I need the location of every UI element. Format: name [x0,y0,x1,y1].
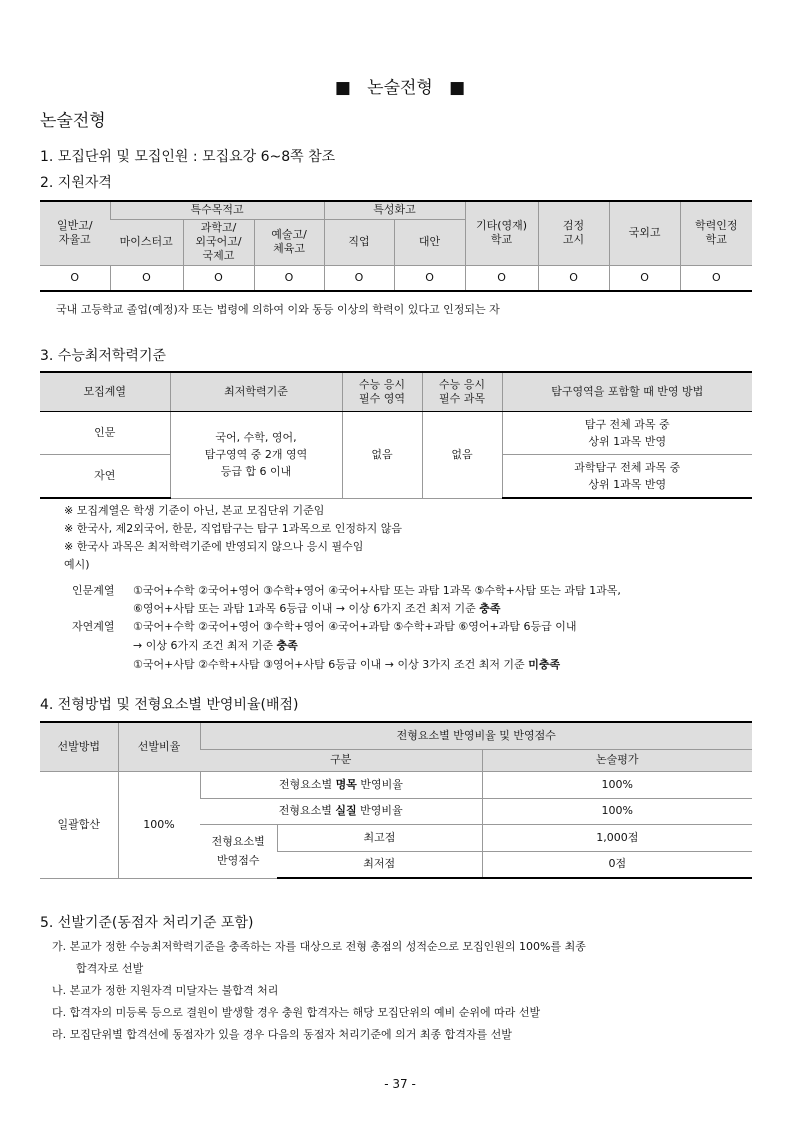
sec2-heading: 2. 지원자격 [40,175,112,191]
label-text: 전형요소별 [278,804,336,817]
example-text: ⑥영어+사탐 또는 과탐 1과목 6등급 이내 → 이상 6가지 조건 최저 기준 [133,602,480,615]
max-score-label: 최고점 [277,824,482,851]
example-label: 예시) [64,558,90,571]
document-title-text: 논술전형 [367,78,433,98]
col-selection-method: 선발방법 [40,722,118,771]
eligibility-cell: O [254,265,324,291]
col-essay-evaluation: 논술평가 [482,749,752,771]
col-meister: 마이스터고 [110,219,183,265]
example-text: ①국어+사탐 ②수학+사탐 ③영어+사탐 6등급 이내 → 이상 3가지 조건 최저 기준 [133,658,529,671]
eligibility-cell: O [680,265,752,291]
group-special-purpose: 특수목적고 [110,201,324,219]
max-score-value: 1,000점 [482,824,752,851]
col-ged: 검정 고시 [538,201,609,265]
sec1-heading: 1. 모집단위 및 모집인원 : 모집요강 6~8쪽 참조 [40,149,336,165]
csat-note: ※ 한국사, 제2외국어, 한문, 직업탐구는 탐구 1과목으로 인정하지 않음 [64,522,402,535]
eligibility-cell: O [394,265,465,291]
section-heading: 논술전형 [40,111,106,131]
eligibility-cell: O [183,265,254,291]
example-humanities-label: 인문계열 [72,584,115,597]
example-result: 미충족 [528,658,561,671]
col-other-school: 기타(영재) 학교 [465,201,538,265]
eligibility-table [40,200,752,292]
col-selection-ratio: 선발비율 [118,722,200,771]
example-humanities-line2 [133,600,501,618]
selection-item: 가. 본교가 정한 수능최저학력기준을 충족하는 자를 대상으로 전형 총점의 성적순으로 모집인원의 100%를 최종 [52,940,586,953]
col-standard: 최저학력기준 [170,372,342,411]
eligibility-cell: O [538,265,609,291]
method-humanities: 탐구 전체 과목 중 상위 1과목 반영 [502,411,752,454]
actual-ratio-label [200,798,482,824]
eligibility-cell: O [609,265,680,291]
minimum-standard: 국어, 수학, 영어, 탐구영역 중 2개 영역 등급 합 6 이내 [170,411,342,498]
selection-method-value: 일괄합산 [40,771,118,878]
selection-item: 라. 모집단위별 합격선에 동점자가 있을 경우 다음의 동점자 처리기준에 의거 최종 합격자를 선발 [52,1028,512,1041]
selection-ratio-value: 100% [118,771,200,878]
col-science-foreign-intl: 과학고/ 외국어고/ 국제고 [183,219,254,265]
col-required-area: 수능 응시 필수 영역 [342,372,422,411]
min-score-value: 0점 [482,851,752,878]
document-title [0,73,800,98]
min-score-label: 최저점 [277,851,482,878]
example-natural-line1: ①국어+수학 ②국어+영어 ③수학+영어 ④국어+과탐 ⑤수학+과탐 ⑥영어+과탐 6등급 이내 [133,620,577,633]
col-element-ratio-group: 전형요소별 반영비율 및 반영점수 [200,722,752,749]
group-specialized: 특성화고 [324,201,465,219]
csat-note: ※ 모집계열은 학생 기준이 아닌, 본교 모집단위 기준임 [64,504,325,517]
label-text: 전형요소별 [279,777,336,791]
col-required-subject: 수능 응시 필수 과목 [422,372,502,411]
example-result: 충족 [479,602,501,615]
page-number: - 37 - [384,1077,416,1091]
example-natural-line3 [133,656,560,674]
nominal-ratio-value: 100% [482,771,752,798]
label-text: 반영비율 [356,777,403,791]
example-natural-line2 [133,637,298,655]
example-text: → 이상 6가지 조건 최저 기준 [133,639,277,652]
eligibility-cell: O [110,265,183,291]
col-alternative: 대안 [394,219,465,265]
col-category: 구분 [200,749,482,771]
col-inquiry-method: 탐구영역을 포함할 때 반영 방법 [502,372,752,411]
label-text: 반영비율 [356,804,403,817]
required-subject-value: 없음 [422,411,502,498]
col-foreign-school: 국외고 [609,201,680,265]
eligibility-note: 국내 고등학교 졸업(예정)자 또는 법령에 의하여 이와 동등 이상의 학력이 있다고 인정되는 자 [56,303,500,316]
example-natural-label: 자연계열 [72,620,115,633]
square-marker-right: ■ [449,78,466,98]
col-arts-sports: 예술고/ 체육고 [254,219,324,265]
actual-ratio-value: 100% [482,798,752,824]
square-marker-left: ■ [334,78,351,98]
col-field: 모집계열 [40,372,170,411]
sec3-heading: 3. 수능최저학력기준 [40,348,166,364]
method-natural: 과학탐구 전체 과목 중 상위 1과목 반영 [502,454,752,498]
required-area-value: 없음 [342,411,422,498]
col-accredited-school: 학력인정 학교 [680,201,752,265]
selection-item: 다. 합격자의 미등록 등으로 결원이 발생할 경우 충원 합격자는 해당 모집단위의 예비 순위에 따라 선발 [52,1006,541,1019]
selection-item: 나. 본교가 정한 지원자격 미달자는 불합격 처리 [52,984,279,997]
score-label: 전형요소별 반영점수 [200,824,277,878]
sec5-heading: 5. 선발기준(동점자 처리기준 포함) [40,915,254,931]
eligibility-cell: O [465,265,538,291]
csat-note: ※ 한국사 과목은 최저학력기준에 반영되지 않으나 응시 필수임 [64,540,364,553]
csat-minimum-table [40,371,752,499]
selection-item-continued: 합격자로 선발 [76,962,144,975]
label-emphasis: 실질 [335,804,357,817]
eligibility-cell: O [40,265,110,291]
example-humanities-line1: ①국어+수학 ②국어+영어 ③수학+영어 ④국어+사탐 또는 과탐 1과목 ⑤수학+사탐 또는 과탐 1과목, [133,584,621,597]
sec4-heading: 4. 전형방법 및 전형요소별 반영비율(배점) [40,697,299,713]
nominal-ratio-label [200,771,482,798]
field-natural: 자연 [40,454,170,498]
col-general-school: 일반고/ 자율고 [40,201,110,265]
label-emphasis: 명목 [335,777,357,791]
field-humanities: 인문 [40,411,170,454]
example-result: 충족 [276,639,298,652]
eligibility-cell: O [324,265,394,291]
col-vocational: 직업 [324,219,394,265]
csat-notes [64,502,402,574]
selection-method-table [40,721,752,879]
